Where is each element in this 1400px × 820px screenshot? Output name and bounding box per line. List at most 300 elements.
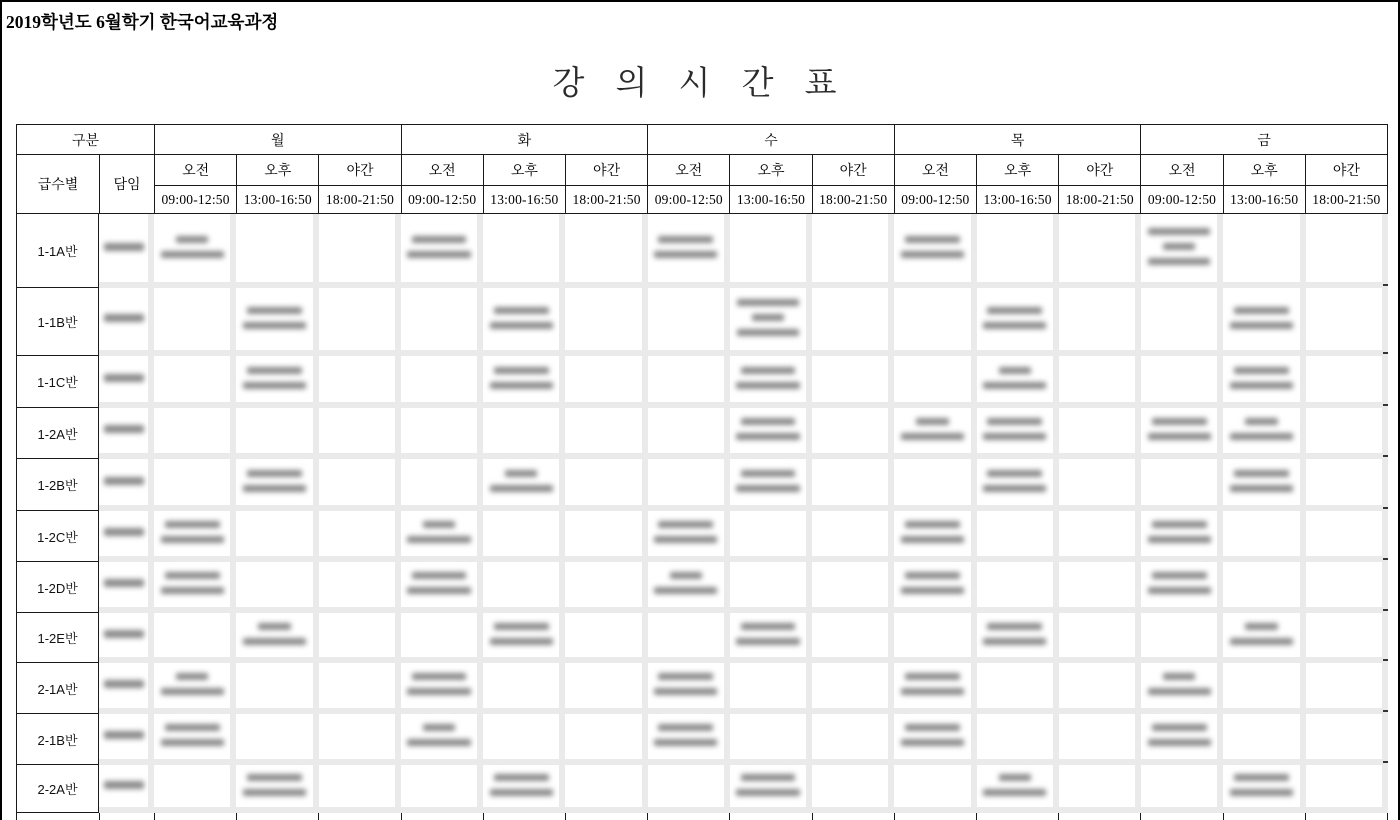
blurred-line <box>1230 382 1293 389</box>
blurred-line <box>1152 572 1207 579</box>
timetable <box>16 124 1388 820</box>
entry-cell <box>565 714 647 765</box>
blurred-line <box>1230 433 1293 440</box>
entry-cell <box>401 288 483 356</box>
row-label-cell: 1-1A반 <box>17 214 99 288</box>
entry-cell <box>1059 459 1141 511</box>
entry-cell <box>483 613 565 663</box>
entry-cell <box>894 562 976 613</box>
entry-cell <box>977 408 1059 459</box>
blurred-line <box>407 587 470 594</box>
entry-cell <box>730 408 812 459</box>
slot-header-cell: 야간 <box>319 155 401 186</box>
slot-header-cell: 오후 <box>484 155 566 186</box>
entry-cell <box>977 663 1059 714</box>
teacher-cell <box>99 511 154 562</box>
blurred-teacher-name <box>104 579 144 587</box>
entry-cell <box>236 511 318 562</box>
blurred-line <box>1234 367 1289 374</box>
entry-cell <box>319 408 401 459</box>
blurred-line <box>658 673 713 680</box>
entry-cell <box>565 288 647 356</box>
entry-cell <box>648 663 730 714</box>
entry-cell <box>1141 408 1223 459</box>
blurred-line <box>987 470 1042 477</box>
blurred-line <box>407 251 470 258</box>
bottom-strip-cell <box>402 813 484 820</box>
day-header-cell: 화 <box>402 125 649 155</box>
entry-cell <box>648 613 730 663</box>
blurred-line <box>490 485 553 492</box>
entry-cell <box>565 511 647 562</box>
page-title: 강 의 시 간 표 <box>552 64 848 101</box>
entry-cell <box>894 714 976 765</box>
time-header-cell: 18:00-21:50 <box>813 186 895 214</box>
row-label-cell: 1-2D반 <box>17 562 99 613</box>
teacher-cell <box>99 214 154 288</box>
blurred-line <box>736 382 799 389</box>
row-boundary-tick <box>1383 761 1388 763</box>
entry-cell <box>812 408 894 459</box>
entry-cell <box>730 511 812 562</box>
row-boundary-tick <box>1383 284 1388 286</box>
blurred-line <box>654 739 717 746</box>
blurred-line <box>243 638 306 645</box>
entry-cell <box>154 714 236 765</box>
entry-cell <box>401 408 483 459</box>
timetable-header <box>16 124 1388 214</box>
blurred-line <box>901 536 964 543</box>
timetable-body <box>16 214 1388 813</box>
blurred-line <box>905 572 960 579</box>
teacher-cell <box>99 714 154 765</box>
blurred-teacher-name <box>104 477 144 485</box>
time-header-cell: 13:00-16:50 <box>977 186 1059 214</box>
blurred-line <box>243 789 306 796</box>
entry-cell <box>319 663 401 714</box>
entry-cell <box>1059 765 1141 813</box>
entry-cell <box>1141 288 1223 356</box>
blurred-line <box>901 433 964 440</box>
slot-header-cell: 야간 <box>566 155 648 186</box>
entry-cell <box>977 356 1059 408</box>
entry-cell <box>565 765 647 813</box>
slot-header-cell: 오전 <box>648 155 730 186</box>
entry-cell <box>319 613 401 663</box>
entry-cell <box>730 214 812 288</box>
blurred-teacher-name <box>104 243 144 251</box>
entry-cell <box>1059 214 1141 288</box>
blurred-line <box>165 572 220 579</box>
entry-cell <box>812 562 894 613</box>
blurred-line <box>490 789 553 796</box>
entry-cell <box>812 765 894 813</box>
teacher-cell <box>99 459 154 511</box>
entry-cell <box>1141 511 1223 562</box>
blurred-line <box>737 329 799 336</box>
entry-cell <box>730 288 812 356</box>
entry-cell <box>236 663 318 714</box>
blurred-line <box>258 623 290 630</box>
blurred-line <box>243 322 306 329</box>
blurred-line <box>999 367 1031 374</box>
document-note: 2019학년도 6월학기 한국어교육과정 <box>6 12 279 32</box>
data-grid <box>99 214 1388 813</box>
entry-cell <box>894 288 976 356</box>
entry-cell <box>154 408 236 459</box>
time-header-cell: 18:00-21:50 <box>1306 186 1388 214</box>
entry-cell <box>483 663 565 714</box>
time-header-cell: 13:00-16:50 <box>484 186 566 214</box>
blurred-line <box>654 587 717 594</box>
entry-cell <box>1223 765 1305 813</box>
blurred-line <box>1230 638 1293 645</box>
blurred-line <box>247 774 302 781</box>
blurred-teacher-name <box>104 630 144 638</box>
entry-cell <box>401 214 483 288</box>
blurred-line <box>736 789 799 796</box>
entry-cell <box>319 459 401 511</box>
blurred-line <box>905 673 960 680</box>
blurred-line <box>654 251 717 258</box>
slot-header-cell: 야간 <box>1306 155 1388 186</box>
blurred-line <box>741 418 796 425</box>
slot-header-cell: 오후 <box>730 155 812 186</box>
entry-cell <box>977 613 1059 663</box>
blurred-line <box>736 433 799 440</box>
bottom-strip-cell <box>237 813 319 820</box>
entry-cell <box>894 663 976 714</box>
blurred-line <box>176 236 208 243</box>
blurred-line <box>658 521 713 528</box>
entry-cell <box>236 562 318 613</box>
entry-cell <box>236 714 318 765</box>
blurred-line <box>1234 470 1289 477</box>
blurred-line <box>987 623 1042 630</box>
entry-cell <box>154 511 236 562</box>
blurred-line <box>905 724 960 731</box>
blurred-line <box>490 322 553 329</box>
row-boundary-tick <box>1383 404 1388 406</box>
blurred-line <box>494 623 549 630</box>
entry-cell <box>154 562 236 613</box>
entry-cell <box>1223 613 1305 663</box>
entry-cell <box>1223 214 1305 288</box>
entry-cell <box>319 214 401 288</box>
entry-cell <box>319 765 401 813</box>
blurred-line <box>1245 623 1277 630</box>
bottom-strip-cell <box>484 813 566 820</box>
bottom-strip-cell <box>155 813 237 820</box>
entry-cell <box>648 356 730 408</box>
blurred-line <box>741 367 796 374</box>
blurred-line <box>736 638 799 645</box>
blurred-line <box>901 688 964 695</box>
blurred-line <box>412 673 467 680</box>
entry-cell <box>483 511 565 562</box>
entry-cell <box>565 408 647 459</box>
blurred-line <box>736 485 799 492</box>
entry-cell <box>1059 288 1141 356</box>
slot-header-cell: 야간 <box>813 155 895 186</box>
entry-cell <box>236 214 318 288</box>
blurred-line <box>983 322 1046 329</box>
blurred-line <box>1148 536 1211 543</box>
blurred-line <box>1152 418 1207 425</box>
entry-cell <box>977 562 1059 613</box>
entry-cell <box>730 562 812 613</box>
blurred-teacher-name <box>104 680 144 688</box>
time-header-cell: 09:00-12:50 <box>402 186 484 214</box>
blurred-line <box>1148 258 1210 265</box>
entry-cell <box>319 714 401 765</box>
blurred-line <box>658 724 713 731</box>
entry-cell <box>894 408 976 459</box>
bottom-strip-cell <box>895 813 977 820</box>
time-header-cell: 13:00-16:50 <box>237 186 319 214</box>
entry-cell <box>1141 663 1223 714</box>
entry-cell <box>154 765 236 813</box>
entry-cell <box>565 214 647 288</box>
slot-header-cell: 오전 <box>1141 155 1223 186</box>
entry-cell <box>1141 613 1223 663</box>
entry-cell <box>730 663 812 714</box>
entry-cell <box>894 214 976 288</box>
blurred-line <box>916 418 948 425</box>
blurred-line <box>654 688 717 695</box>
entry-cell <box>1141 459 1223 511</box>
entry-cell <box>154 356 236 408</box>
blurred-line <box>161 587 224 594</box>
entry-cell <box>977 714 1059 765</box>
entry-cell <box>401 511 483 562</box>
bottom-strip-cell <box>977 813 1059 820</box>
entry-cell <box>236 459 318 511</box>
entry-cell <box>483 408 565 459</box>
blurred-line <box>737 299 799 306</box>
blurred-line <box>1230 322 1293 329</box>
entry-cell <box>812 613 894 663</box>
entry-cell <box>483 562 565 613</box>
bottom-strip-cell <box>1141 813 1223 820</box>
blurred-line <box>901 739 964 746</box>
slot-header-cell: 오후 <box>977 155 1059 186</box>
entry-cell <box>648 288 730 356</box>
row-boundary-tick <box>1383 659 1388 661</box>
entry-cell <box>1306 288 1388 356</box>
entry-cell <box>1223 288 1305 356</box>
blurred-line <box>247 307 302 314</box>
entry-cell <box>483 288 565 356</box>
blurred-teacher-name <box>104 425 144 433</box>
blurred-line <box>983 433 1046 440</box>
entry-cell <box>730 613 812 663</box>
blurred-teacher-name <box>104 374 144 382</box>
row-label-cell: 2-1B반 <box>17 714 99 765</box>
entry-cell <box>319 356 401 408</box>
blurred-line <box>901 587 964 594</box>
entry-cell <box>1059 663 1141 714</box>
entry-cell <box>812 714 894 765</box>
entry-cell <box>648 562 730 613</box>
teacher-cell <box>99 562 154 613</box>
bottom-strip-cell <box>319 813 401 820</box>
entry-cell <box>977 765 1059 813</box>
blurred-line <box>1230 485 1293 492</box>
row-boundary-tick <box>1383 710 1388 712</box>
entry-cell <box>1306 459 1388 511</box>
blurred-line <box>407 739 470 746</box>
bottom-strip <box>16 813 1388 820</box>
entry-cell <box>648 459 730 511</box>
entry-cell <box>154 288 236 356</box>
bottom-strip-cell <box>813 813 895 820</box>
row-boundary-tick <box>1383 352 1388 354</box>
entry-cell <box>565 613 647 663</box>
blurred-line <box>983 638 1046 645</box>
day-header-cell: 월 <box>155 125 402 155</box>
entry-cell <box>401 663 483 714</box>
entry-cell <box>1306 356 1388 408</box>
blurred-line <box>901 251 964 258</box>
entry-cell <box>401 356 483 408</box>
slot-header-cell: 오전 <box>895 155 977 186</box>
entry-cell <box>483 214 565 288</box>
entry-cell <box>401 459 483 511</box>
blurred-line <box>752 314 784 321</box>
entry-cell <box>977 511 1059 562</box>
entry-cell <box>1223 562 1305 613</box>
teacher-column-header-cell: 담임 <box>100 155 155 214</box>
row-label-cell: 2-2A반 <box>17 765 99 813</box>
entry-cell <box>483 765 565 813</box>
row-label-cell: 2-1A반 <box>17 663 99 714</box>
blurred-line <box>905 521 960 528</box>
entry-cell <box>236 408 318 459</box>
entry-cell <box>1223 714 1305 765</box>
blurred-line <box>1163 673 1195 680</box>
entry-cell <box>1306 214 1388 288</box>
slot-header-cell: 오전 <box>402 155 484 186</box>
blurred-line <box>490 382 553 389</box>
entry-cell <box>1306 714 1388 765</box>
day-header-cell: 수 <box>648 125 895 155</box>
entry-cell <box>1059 714 1141 765</box>
bottom-strip-cell <box>1224 813 1306 820</box>
slot-header-cell: 야간 <box>1059 155 1141 186</box>
blurred-line <box>1148 688 1211 695</box>
row-label-cell: 1-2B반 <box>17 459 99 511</box>
row-label-cell: 1-2E반 <box>17 613 99 663</box>
class-column-header-cell: 급수별 <box>17 155 100 214</box>
blurred-line <box>999 774 1031 781</box>
entry-cell <box>812 288 894 356</box>
entry-cell <box>1306 511 1388 562</box>
entry-cell <box>1141 714 1223 765</box>
blurred-line <box>161 688 224 695</box>
entry-cell <box>1223 663 1305 714</box>
blurred-line <box>494 774 549 781</box>
blurred-line <box>1148 228 1210 235</box>
entry-cell <box>565 663 647 714</box>
blurred-line <box>1234 774 1289 781</box>
blurred-line <box>1148 739 1211 746</box>
blurred-line <box>1148 587 1211 594</box>
entry-cell <box>894 613 976 663</box>
blurred-line <box>407 688 470 695</box>
blurred-line <box>423 521 455 528</box>
blurred-line <box>176 673 208 680</box>
day-header-cell: 금 <box>1141 125 1388 155</box>
row-label-column <box>16 214 99 813</box>
time-header-cell: 18:00-21:50 <box>1059 186 1141 214</box>
blurred-line <box>1163 243 1195 250</box>
time-header-cell: 18:00-21:50 <box>319 186 401 214</box>
bottom-strip-cell <box>1059 813 1141 820</box>
blurred-line <box>983 789 1046 796</box>
entry-cell <box>565 562 647 613</box>
entry-cell <box>648 765 730 813</box>
entry-cell <box>1059 562 1141 613</box>
bottom-strip-cell <box>1306 813 1388 820</box>
blurred-line <box>983 382 1046 389</box>
entry-cell <box>812 356 894 408</box>
entry-cell <box>1141 214 1223 288</box>
entry-cell <box>1223 408 1305 459</box>
bottom-strip-cell <box>648 813 730 820</box>
entry-cell <box>236 356 318 408</box>
entry-cell <box>154 459 236 511</box>
entry-cell <box>154 214 236 288</box>
teacher-cell <box>99 765 154 813</box>
blurred-line <box>983 485 1046 492</box>
entry-cell <box>648 214 730 288</box>
time-header-cell: 18:00-21:50 <box>566 186 648 214</box>
blurred-line <box>247 470 302 477</box>
time-header-cell: 13:00-16:50 <box>730 186 812 214</box>
entry-cell <box>977 214 1059 288</box>
entry-cell <box>319 288 401 356</box>
entry-cell <box>812 214 894 288</box>
blurred-line <box>741 774 796 781</box>
entry-cell <box>1223 511 1305 562</box>
entry-cell <box>1306 562 1388 613</box>
blurred-line <box>161 251 224 258</box>
row-label-cell: 1-1B반 <box>17 288 99 356</box>
blurred-line <box>161 739 224 746</box>
time-header-cell: 09:00-12:50 <box>648 186 730 214</box>
row-label-cell: 1-2C반 <box>17 511 99 562</box>
slot-header-cell: 오전 <box>155 155 237 186</box>
entry-cell <box>977 459 1059 511</box>
entry-cell <box>565 459 647 511</box>
bottom-strip-cell <box>730 813 812 820</box>
entry-cell <box>1141 356 1223 408</box>
entry-cell <box>1059 408 1141 459</box>
entry-cell <box>401 613 483 663</box>
blurred-line <box>247 367 302 374</box>
entry-cell <box>648 714 730 765</box>
entry-cell <box>730 765 812 813</box>
blurred-line <box>165 521 220 528</box>
entry-cell <box>236 765 318 813</box>
slot-header-cell: 오후 <box>1224 155 1306 186</box>
entry-cell <box>1306 765 1388 813</box>
entry-cell <box>319 562 401 613</box>
blurred-line <box>1234 307 1289 314</box>
time-header-cell: 13:00-16:50 <box>1224 186 1306 214</box>
teacher-cell <box>99 356 154 408</box>
